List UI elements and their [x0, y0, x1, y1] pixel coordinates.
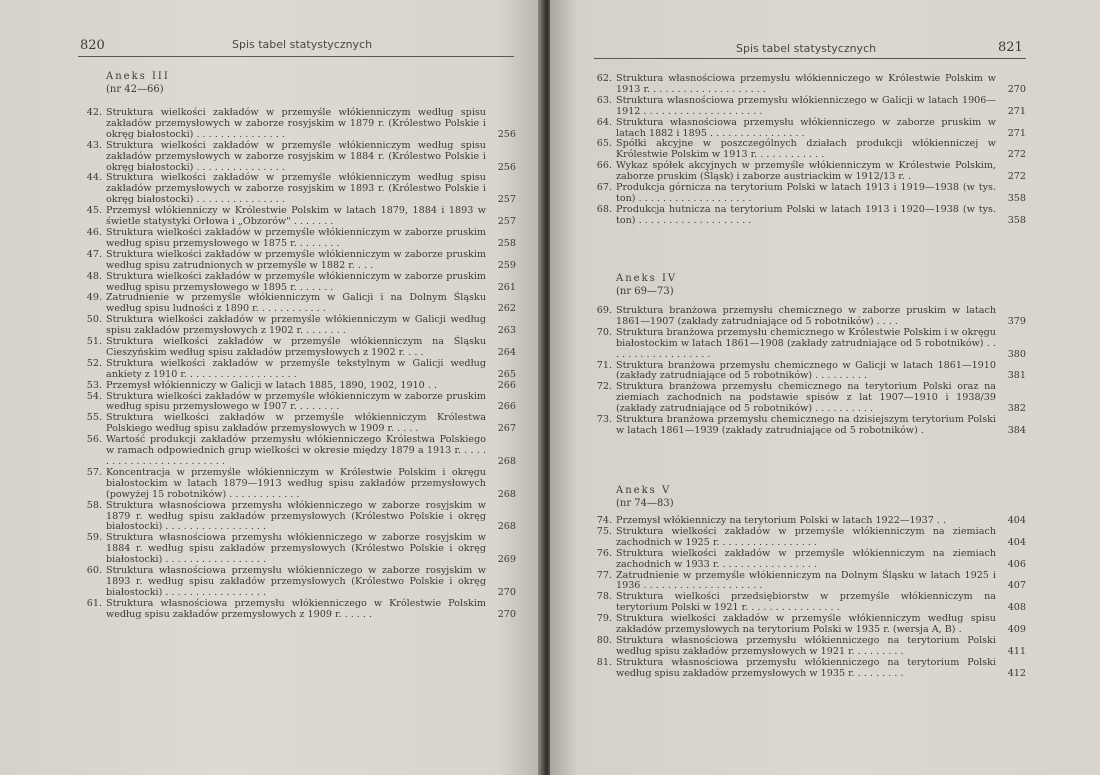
entry-title: Struktura wielkości zakładów w przemyśle tekstylnym w Galicji według ankiety z 1910 r. . . . . . . . . . . . . . . . . . . [106, 357, 486, 380]
entry-number: 76. [596, 547, 612, 559]
list-item [84, 173, 516, 206]
entry-page: 270 [497, 608, 516, 620]
entry-title: Struktura własnościowa przemysłu włókienniczego w zaborze rosyjskim w 1893 r. według spisu zakładów przemysłowych (Królestwo Polskie i okręg białostocki) . . . . . . . . . . . . . . . . . [106, 565, 486, 598]
section-title: Aneks V [616, 485, 672, 496]
running-header: Spis tabel statystycznych [232, 38, 373, 51]
entry-page: 406 [1007, 558, 1026, 570]
section-range: (nr 74—83) [616, 498, 674, 509]
entry-page: 381 [1007, 370, 1026, 382]
entry-page: 380 [1007, 348, 1026, 360]
entry-number: 73. [596, 414, 612, 426]
section-title: Aneks IV [616, 273, 678, 284]
entry-title: Struktura własnościowa przemysłu włókienniczego w zaborze rosyjskim w 1879 r. według spisu zakładów przemysłowych (Królestwo Polskie i okręg białostocki) . . . . . . . . . . . . . . . . . [106, 499, 486, 533]
list-item [84, 392, 516, 414]
entry-title: Struktura wielkości zakładów w przemyśle włókienniczym na Śląsku Cieszyńskim według spisu zakładów przemysłowych z 1902 r. . . . [106, 336, 486, 358]
entry-page: 256 [497, 128, 516, 140]
list-item [594, 205, 1026, 227]
entry-number: 77. [596, 569, 612, 581]
entry-number: 78. [596, 591, 612, 603]
entry-page: 271 [1007, 105, 1026, 117]
list-item [84, 435, 516, 468]
entry-title: Struktura wielkości zakładów w przemyśle włókienniczym w zaborze pruskim według spisu przemysłowego w 1875 r. . . . . . . . [106, 226, 486, 249]
entry-number: 62. [596, 73, 612, 84]
running-header: Spis tabel statystycznych [736, 42, 877, 55]
entry-page: 262 [497, 303, 516, 315]
list-item [84, 337, 516, 359]
entry-title: Koncentracja w przemyśle włókienniczym w Królestwie Polskim i okręgu białostockim w latach 1879—1913 według spisu zakładów przemysłowych (powyżej 15 robotników) . . . . . . . . . . . . [106, 466, 486, 500]
entry-number: 65. [596, 138, 612, 150]
list-item [594, 74, 1026, 96]
list-item [594, 571, 1026, 593]
entry-number: 59. [86, 532, 102, 544]
list-item [594, 361, 1026, 383]
section-heading [616, 484, 674, 510]
list-item [594, 382, 1026, 415]
header-rule [594, 58, 1026, 59]
list-item [594, 328, 1026, 361]
entry-number: 68. [596, 203, 612, 215]
page-number: 821 [998, 40, 1023, 55]
entry-title: Wykaz spółek akcyjnych w przemyśle włókienniczym w Królestwie Polskim, zaborze pruskim (Śląsk) i zaborze austriackim w 1912/13 r. . [616, 160, 996, 183]
table-list [594, 74, 1026, 227]
entry-page: 256 [497, 161, 516, 173]
entry-title: Struktura wielkości zakładów w przemyśle włókienniczym według spisu zakładów przemysłowych w zaborze rosyjskim w 1884 r. (Królestwo Polskie i okręg białostocki) . . . . . . . . . . . . . . . [106, 139, 486, 173]
list-item [84, 413, 516, 435]
entry-number: 54. [86, 390, 102, 402]
entry-page: 411 [1007, 645, 1026, 657]
entry-page: 261 [497, 281, 516, 293]
entry-title: Struktura wielkości zakładów w przemyśle włókienniczym według spisu zakładów przemysłowych w zaborze rosyjskim w 1893 r. (Królestwo Polskie i okręg białostocki) . . . . . . . . . . . . . . . [106, 172, 486, 206]
list-item [84, 293, 516, 315]
list-item [84, 566, 516, 599]
entry-page: 258 [497, 237, 516, 249]
list-item [594, 183, 1026, 205]
entry-number: 42. [86, 107, 102, 118]
entry-title: Zatrudnienie w przemyśle włókienniczym w Galicji i na Dolnym Śląsku według spisu ludności z 1890 r. . . . . . . . . . . . [106, 292, 486, 315]
left-page [0, 0, 542, 775]
entry-page: 257 [497, 216, 516, 228]
entry-title: Struktura wielkości zakładów w przemyśle włókienniczym według spisu zakładów przemysłowych w zaborze rosyjskim w 1879 r. (Królestwo Polskie i okręg białostocki) . . . . . . . . . . . . . . . [106, 107, 486, 140]
entry-number: 43. [86, 139, 102, 151]
list-item [84, 501, 516, 534]
entry-page: 379 [1007, 315, 1026, 327]
entry-number: 69. [596, 305, 612, 316]
section-range: (nr 42—66) [106, 84, 164, 95]
list-item [594, 161, 1026, 183]
entry-page: 409 [1007, 624, 1026, 636]
table-list [594, 306, 1026, 437]
entry-title: Przemysł włókienniczy w Galicji w latach 1885, 1890, 1902, 1910 . . [106, 379, 437, 391]
entry-title: Spółki akcyjne w poszczególnych działach produkcji włókienniczej w Królestwie Polskim w 1913 r. . . . . . . . . . . . [616, 138, 996, 161]
list-item [84, 599, 516, 621]
entry-number: 72. [596, 381, 612, 393]
list-item [594, 139, 1026, 161]
entry-title: Struktura wielkości zakładów w przemyśle włókienniczym w zaborze pruskim według spisu przemysłowego w 1907 r. . . . . . . . [106, 390, 486, 413]
entry-title: Struktura wielkości zakładów w przemyśle włókienniczym na ziemiach zachodnich w 1925 r. . . . . . . . . . . . . . . . . [616, 525, 996, 548]
list-item [84, 359, 516, 381]
entry-title: Przemysł włókienniczy w Królestwie Polskim w latach 1879, 1884 i 1893 w świetle statystyki Orłowa i „Obzorów" . . . . . . . [106, 205, 486, 228]
entry-number: 70. [596, 326, 612, 338]
entry-number: 56. [86, 434, 102, 446]
list-item [84, 381, 516, 392]
entry-page: 358 [1007, 214, 1026, 226]
entry-number: 79. [596, 613, 612, 625]
entry-page: 270 [1007, 83, 1026, 95]
entry-title: Struktura branżowa przemysłu chemicznego w Galicji w latach 1861—1910 (zakłady zatrudniające od 5 robotników) . . . . . . . . . [616, 359, 996, 382]
entry-page: 358 [1007, 192, 1026, 204]
right-page [550, 0, 1100, 775]
entry-title: Struktura własnościowa przemysłu włókienniczego w Królestwie Polskim w 1913 r. . . . . . . . . . . . . . . . . . . . [616, 73, 996, 95]
entry-number: 58. [86, 499, 102, 511]
list-item [594, 96, 1026, 118]
list-item [594, 636, 1026, 658]
entry-title: Struktura wielkości przedsiębiorstw w przemyśle włókienniczym na terytorium Polski w 1921 r. . . . . . . . . . . . . . . . [616, 591, 996, 614]
list-item [84, 108, 516, 141]
entry-page: 404 [1007, 515, 1026, 526]
entry-number: 50. [86, 314, 102, 326]
entry-title: Zatrudnienie w przemyśle włókienniczym na Dolnym Śląsku w latach 1925 i 1936 . . . . . . . . . . . . . . . . . . . . [616, 569, 996, 592]
entry-page: 265 [497, 368, 516, 380]
list-item [594, 527, 1026, 549]
list-item [594, 592, 1026, 614]
list-item [594, 614, 1026, 636]
entry-number: 45. [86, 205, 102, 217]
list-item [84, 206, 516, 228]
entry-page: 268 [497, 488, 516, 500]
entry-title: Struktura branżowa przemysłu chemicznego na dzisiejszym terytorium Polski w latach 1861—1939 (zakłady zatrudniające od 5 robotników) . [616, 414, 996, 436]
list-item [84, 272, 516, 294]
section-heading [106, 70, 170, 96]
entry-title: Struktura własnościowa przemysłu włókienniczego w Królestwie Polskim według spisu zakładów przemysłowych z 1909 r. . . . . . [106, 597, 486, 620]
entry-page: 384 [1007, 424, 1026, 436]
entry-number: 74. [596, 515, 612, 526]
entry-page: 266 [497, 379, 516, 391]
entry-title: Wartość produkcji zakładów przemysłu włókienniczego Królestwa Polskiego w ramach odpowiednich grup wielkości w okresie między 1879 a 1913 r. . . . . . . . . . . . . . . . . . . . . . . . . [106, 434, 486, 467]
entry-number: 52. [86, 357, 102, 369]
list-item [84, 468, 516, 501]
entry-title: Struktura branżowa przemysłu chemicznego w Królestwie Polskim i w okręgu białostockim w latach 1861—1908 (zakłady zatrudniające od 5 robotników) . . . . . . . . . . . . . . . . . . [616, 326, 996, 360]
entry-number: 49. [86, 292, 102, 304]
entry-number: 57. [86, 466, 102, 478]
entry-page: 263 [497, 325, 516, 337]
section-heading [616, 272, 677, 298]
entry-number: 44. [86, 172, 102, 184]
entry-page: 382 [1007, 403, 1026, 415]
header-rule [78, 56, 514, 57]
entry-number: 47. [86, 248, 102, 260]
entry-page: 259 [497, 259, 516, 271]
list-item [594, 549, 1026, 571]
entry-page: 267 [497, 423, 516, 435]
section-title: Aneks III [106, 71, 170, 82]
entry-title: Struktura wielkości zakładów w przemyśle włókienniczym według spisu zakładów przemysłowych na terytorium Polski w 1935 r. (wersja A, B) . [616, 613, 996, 636]
entry-title: Struktura własnościowa przemysłu włókienniczego w zaborze pruskim w latach 1882 i 1895 . . . . . . . . . . . . . . . . [616, 116, 996, 139]
entry-title: Struktura wielkości zakładów w przemyśle włókienniczym w zaborze pruskim według spisu zatrudnionych w przemyśle w 1882 r. . . . [106, 248, 486, 271]
entry-title: Produkcja hutnicza na terytorium Polski w latach 1913 i 1920—1938 (w tys. ton) . . . . . . . . . . . . . . . . . . . [616, 203, 996, 226]
list-item [84, 315, 516, 337]
entry-title: Struktura wielkości zakładów w przemyśle włókienniczym Królestwa Polskiego według spisu zakładów przemysłowych w 1909 r. . . . . [106, 412, 486, 435]
entry-title: Struktura branżowa przemysłu chemicznego w zaborze pruskim w latach 1861—1907 (zakłady zatrudniające od 5 robotników) . . . . [616, 305, 996, 327]
entry-page: 272 [1007, 171, 1026, 183]
list-item [594, 415, 1026, 437]
entry-title: Struktura własnościowa przemysłu włókienniczego na terytorium Polski według spisu zakładów przemysłowych w 1921 r. . . . . . . . . [616, 634, 996, 657]
entry-title: Struktura wielkości zakładów w przemyśle włókienniczym w Galicji według spisu zakładów przemysłowych z 1902 r. . . . . . . . [106, 314, 486, 337]
entry-page: 404 [1007, 536, 1026, 548]
entry-title: Struktura wielkości zakładów w przemyśle włókienniczym na ziemiach zachodnich w 1933 r. . . . . . . . . . . . . . . . . [616, 547, 996, 570]
entry-page: 268 [497, 521, 516, 533]
entry-page: 407 [1007, 580, 1026, 592]
entry-title: Struktura własnościowa przemysłu włókienniczego w zaborze rosyjskim w 1884 r. według spisu zakładów przemysłowych (Królestwo Polskie i okręg białostocki) . . . . . . . . . . . . . . . . . [106, 532, 486, 566]
list-item [84, 228, 516, 250]
entry-number: 64. [596, 116, 612, 128]
entry-page: 269 [497, 554, 516, 566]
entry-page: 257 [497, 194, 516, 206]
entry-title: Struktura branżowa przemysłu chemicznego na terytorium Polski oraz na ziemiach zachodnich na podstawie spisów z lat 1907—1910 i 1938/39 (zakłady zatrudniające od 5 robotników) . . . . . . . . . . [616, 381, 996, 415]
entry-title: Produkcja górnicza na terytorium Polski w latach 1913 i 1919—1938 (w tys. ton) . . . . . . . . . . . . . . . . . . . [616, 182, 996, 204]
entry-page: 270 [497, 586, 516, 598]
entry-page: 264 [497, 346, 516, 358]
entry-number: 71. [596, 359, 612, 371]
page-number: 820 [80, 38, 105, 53]
entry-number: 81. [596, 656, 612, 668]
entry-number: 63. [596, 94, 612, 106]
list-item [84, 141, 516, 174]
table-list [84, 108, 516, 621]
entry-page: 408 [1007, 602, 1026, 614]
entry-number: 51. [86, 336, 102, 348]
entry-page: 272 [1007, 149, 1026, 161]
entry-number: 67. [596, 182, 612, 194]
list-item [594, 658, 1026, 680]
entry-page: 266 [497, 401, 516, 413]
entry-number: 66. [596, 160, 612, 172]
entry-number: 48. [86, 270, 102, 282]
entry-page: 412 [1007, 667, 1026, 679]
entry-number: 75. [596, 525, 612, 537]
table-list [594, 516, 1026, 680]
entry-title: Struktura wielkości zakładów w przemyśle włókienniczym w zaborze pruskim według spisu przemysłowego w 1895 r. . . . . . . [106, 270, 486, 293]
entry-number: 53. [86, 379, 102, 391]
entry-number: 55. [86, 412, 102, 424]
list-item [84, 533, 516, 566]
entry-title: Struktura własnościowa przemysłu włókienniczego w Galicji w latach 1906—1912 . . . . . . . . . . . . . . . . . . . . [616, 94, 996, 117]
list-item [84, 250, 516, 272]
entry-title: Struktura własnościowa przemysłu włókienniczego na terytorium Polski według spisu zakładów przemysłowych w 1935 r. . . . . . . . . [616, 656, 996, 679]
entry-number: 46. [86, 226, 102, 238]
entry-number: 61. [86, 597, 102, 609]
section-range: (nr 69—73) [616, 286, 674, 297]
entry-page: 268 [497, 456, 516, 467]
entry-number: 60. [86, 565, 102, 577]
entry-number: 80. [596, 634, 612, 646]
list-item [594, 306, 1026, 328]
list-item [594, 118, 1026, 140]
entry-title: Przemysł włókienniczy na terytorium Polski w latach 1922—1937 . . [616, 515, 947, 526]
entry-page: 271 [1007, 127, 1026, 139]
